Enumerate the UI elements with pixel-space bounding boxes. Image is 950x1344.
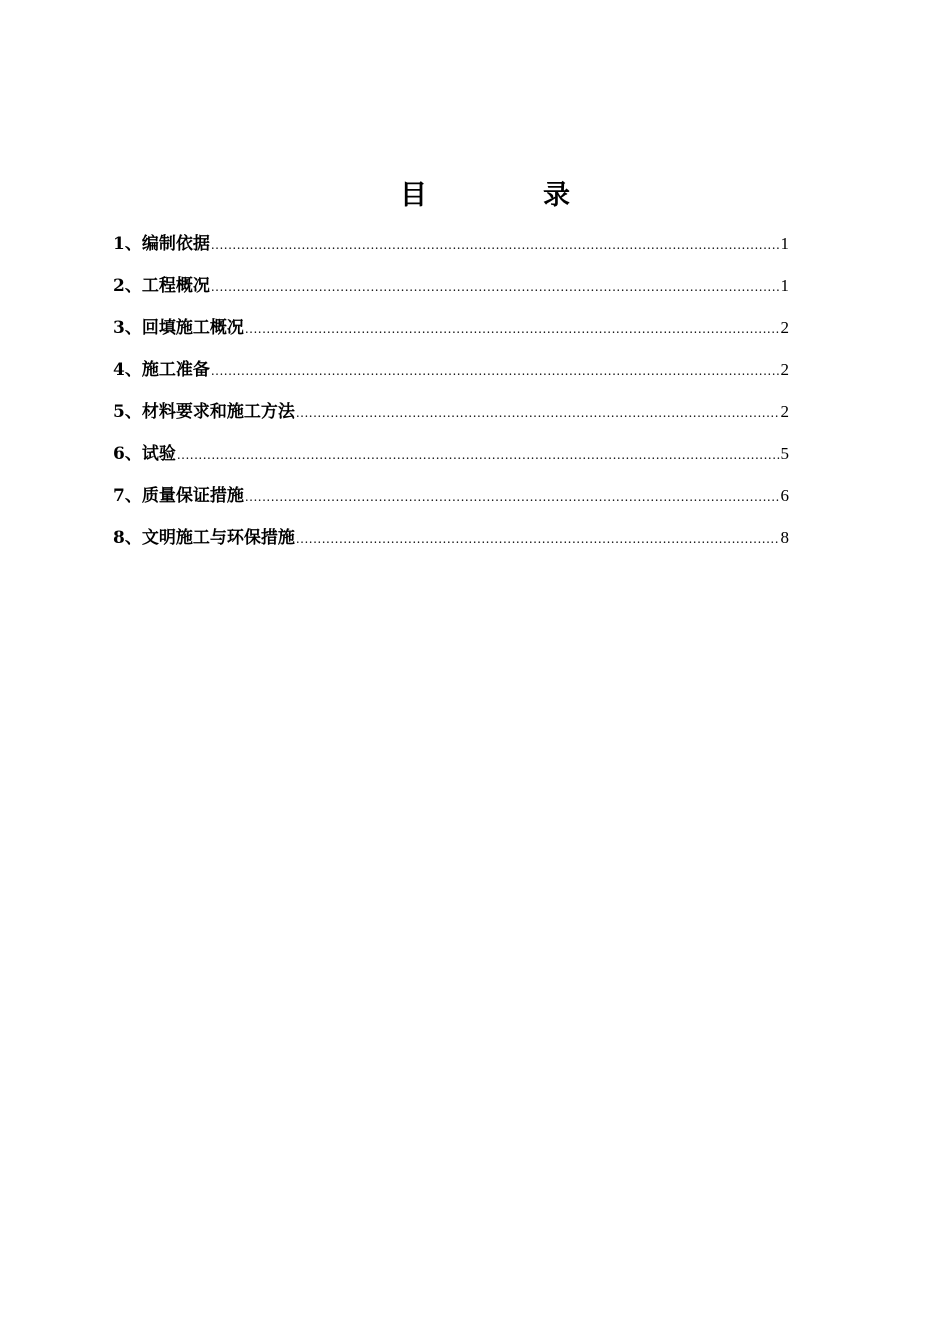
toc-entry[interactable]: [113, 273, 789, 315]
toc-dot-leader: [177, 442, 780, 468]
toc-entry-page: 1: [780, 276, 789, 295]
toc-entry-label: 6、试验: [113, 444, 176, 464]
toc-entry[interactable]: [113, 357, 789, 399]
toc-entry-label: 7、质量保证措施: [113, 486, 244, 506]
toc-dot-leader: [211, 358, 780, 384]
toc-entry[interactable]: [113, 441, 789, 483]
toc-entry-label: 2、工程概况: [113, 276, 210, 296]
toc-dot-leader: [245, 484, 780, 510]
toc-dot-leader: [296, 400, 780, 426]
toc-entry-page: 1: [780, 234, 789, 253]
toc-dot-leader: [245, 316, 780, 342]
toc-entry[interactable]: [113, 525, 789, 567]
toc-entry[interactable]: [113, 399, 789, 441]
toc-entry-label: 8、文明施工与环保措施: [113, 528, 295, 548]
toc-entry[interactable]: [113, 315, 789, 357]
toc-entry-page: 8: [780, 528, 789, 547]
toc-dot-leader: [211, 232, 780, 258]
toc-entry-page: 5: [780, 444, 789, 463]
toc-entry[interactable]: [113, 483, 789, 525]
toc-entry-label: 5、材料要求和施工方法: [113, 402, 295, 422]
toc-list: [113, 231, 789, 567]
toc-entry-page: 6: [780, 486, 789, 505]
toc-dot-leader: [211, 274, 780, 300]
toc-title: 目 录: [400, 180, 572, 211]
toc-entry-page: 2: [780, 402, 789, 421]
toc-entry-label: 3、回填施工概况: [113, 318, 244, 338]
toc-entry-label: 4、施工准备: [113, 360, 210, 380]
toc-dot-leader: [296, 526, 780, 552]
toc-entry-page: 2: [780, 360, 789, 379]
toc-entry[interactable]: [113, 231, 789, 273]
toc-entry-page: 2: [780, 318, 789, 337]
toc-entry-label: 1、编制依据: [113, 234, 210, 254]
